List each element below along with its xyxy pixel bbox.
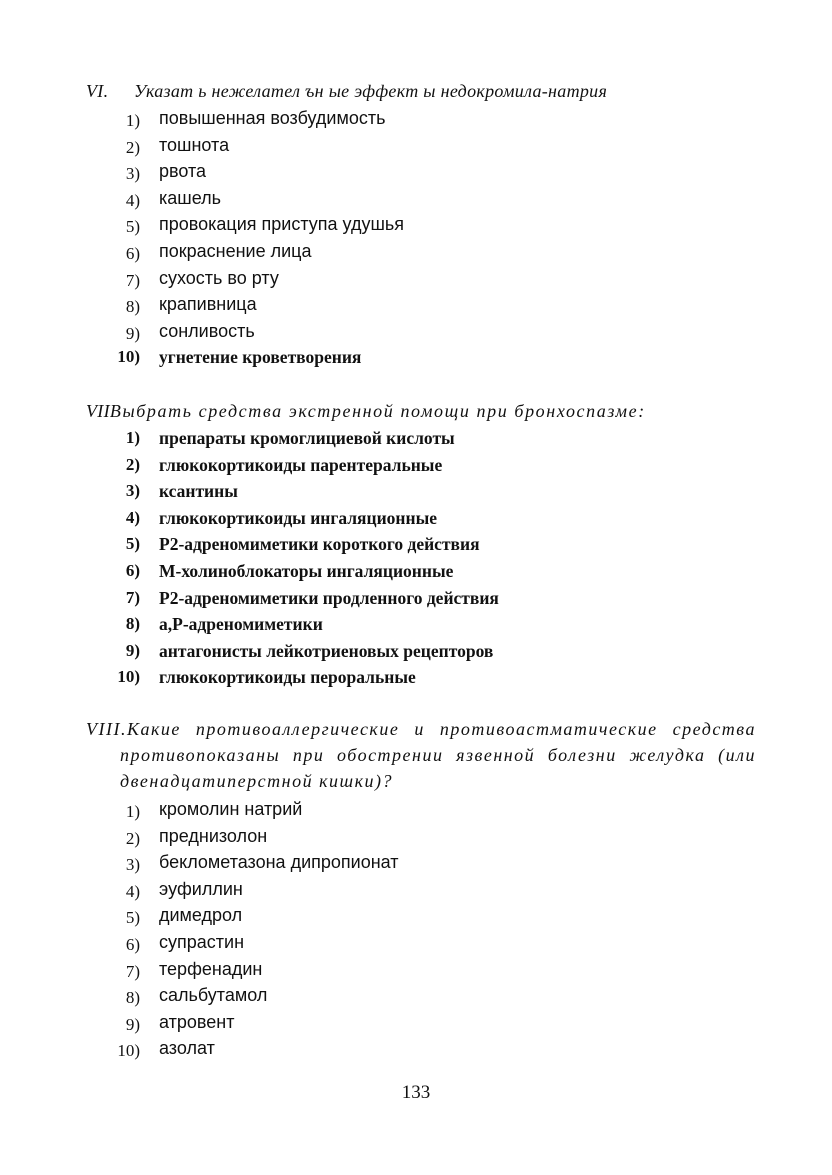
answer-item bbox=[86, 238, 756, 265]
answer-item bbox=[86, 664, 756, 691]
question-6-title bbox=[86, 79, 756, 103]
question-7 bbox=[86, 399, 756, 691]
answer-text: рвота bbox=[159, 161, 207, 182]
question-7-number: VII bbox=[86, 401, 110, 421]
answer-item bbox=[86, 1009, 756, 1036]
answer-number: 5) bbox=[125, 534, 140, 554]
answer-text: сонливость bbox=[159, 320, 255, 341]
answer-number: 4) bbox=[125, 881, 140, 901]
answer-text: Р2-адреномиметики продленного действия bbox=[159, 587, 499, 608]
answer-text: атровент bbox=[159, 1011, 235, 1032]
answer-number: 5) bbox=[125, 217, 140, 237]
answer-text: сухость во рту bbox=[159, 267, 279, 288]
answer-number: 5) bbox=[125, 908, 140, 928]
answer-text: глюкокортикоиды парентеральные bbox=[159, 454, 443, 475]
question-7-title bbox=[86, 399, 756, 423]
question-8 bbox=[86, 716, 756, 1062]
answer-item bbox=[86, 105, 756, 132]
answer-number: 3) bbox=[125, 481, 140, 501]
answer-item bbox=[86, 956, 756, 983]
answer-number: 3) bbox=[125, 855, 140, 875]
answer-text: провокация приступа удушья bbox=[159, 214, 405, 235]
answer-number: 1) bbox=[125, 111, 140, 130]
question-7-text: Выбрать средства экстренной помощи при бронхоспазме: bbox=[109, 401, 646, 421]
answer-text: эуфиллин bbox=[159, 878, 243, 899]
answer-item bbox=[86, 1035, 756, 1062]
answer-item bbox=[86, 876, 756, 903]
question-8-number: VIII. bbox=[86, 719, 127, 739]
question-6-number: VI. bbox=[86, 81, 109, 101]
question-8-text: Какие противоаллергические и противоастматические средства противопоказаны при обострении язвенной болезни желудка (или двенадцатиперстной кишки)? bbox=[120, 719, 756, 791]
page-number: 133 bbox=[401, 1082, 431, 1103]
answer-text: препараты кромоглициевой кислоты bbox=[159, 428, 455, 448]
question-8-title bbox=[86, 716, 756, 794]
answer-item bbox=[86, 505, 756, 532]
answer-item bbox=[86, 982, 756, 1009]
answer-number: 1) bbox=[125, 428, 140, 447]
answer-item bbox=[86, 638, 756, 665]
answer-item bbox=[86, 849, 756, 876]
answer-number: 4) bbox=[125, 190, 140, 210]
answer-text: глюкокортикоиды ингаляционные bbox=[159, 507, 438, 528]
answer-item bbox=[86, 211, 756, 238]
answer-item bbox=[86, 929, 756, 956]
answer-number: 10) bbox=[117, 347, 140, 367]
answer-text: тошнота bbox=[159, 134, 230, 155]
answer-text: беклометазона дипропионат bbox=[159, 852, 399, 873]
answer-text: супрастин bbox=[159, 931, 245, 952]
answer-item bbox=[86, 265, 756, 292]
answer-item bbox=[86, 796, 756, 823]
answer-text: терфенадин bbox=[159, 958, 263, 979]
answer-text: глюкокортикоиды пероральные bbox=[159, 667, 416, 688]
answer-number: 6) bbox=[125, 934, 140, 954]
answer-text: ксантины bbox=[159, 481, 238, 502]
answer-number: 8) bbox=[125, 988, 140, 1008]
answer-text: димедрол bbox=[159, 905, 243, 926]
answer-number: 6) bbox=[125, 243, 140, 263]
question-8-answers bbox=[86, 796, 756, 1062]
answer-text: антагонисты лейкотриеновых рецепторов bbox=[159, 640, 494, 661]
question-6 bbox=[86, 79, 756, 371]
answer-item bbox=[86, 902, 756, 929]
answer-number: 9) bbox=[125, 323, 140, 343]
answer-number: 3) bbox=[125, 164, 140, 184]
answer-number: 7) bbox=[125, 587, 140, 607]
answer-item bbox=[86, 531, 756, 558]
answer-item bbox=[86, 585, 756, 612]
answer-number: 9) bbox=[125, 1014, 140, 1034]
answer-number: 2) bbox=[125, 454, 140, 474]
answer-text: азолат bbox=[159, 1038, 215, 1059]
answer-text: повышенная возбудимость bbox=[159, 108, 386, 128]
answer-item bbox=[86, 185, 756, 212]
answer-item bbox=[86, 344, 756, 371]
answer-number: 7) bbox=[125, 270, 140, 290]
question-6-text: Указат ь нежелател ън ые эффект ы недокромила-натрия bbox=[134, 81, 608, 101]
answer-number: 10) bbox=[117, 667, 140, 687]
answer-item bbox=[86, 291, 756, 318]
answer-text: Р2-адреномиметики короткого действия bbox=[159, 534, 480, 555]
answer-text: М-холиноблокаторы ингаляционные bbox=[159, 560, 454, 581]
answer-number: 1) bbox=[125, 802, 140, 821]
answer-text: преднизолон bbox=[159, 825, 268, 846]
answer-number: 8) bbox=[125, 614, 140, 634]
answer-text: кашель bbox=[159, 187, 222, 208]
answer-number: 2) bbox=[125, 137, 140, 157]
answer-item bbox=[86, 158, 756, 185]
answer-number: 4) bbox=[125, 507, 140, 527]
answer-number: 9) bbox=[125, 640, 140, 660]
answer-text: угнетение кроветворения bbox=[159, 347, 362, 368]
answer-number: 10) bbox=[117, 1041, 140, 1061]
answer-text: сальбутамол bbox=[159, 985, 268, 1006]
answer-item bbox=[86, 558, 756, 585]
answer-number: 7) bbox=[125, 961, 140, 981]
answer-number: 2) bbox=[125, 828, 140, 848]
answer-item bbox=[86, 132, 756, 159]
question-6-answers bbox=[86, 105, 756, 371]
answer-number: 6) bbox=[125, 560, 140, 580]
answer-text: крапивница bbox=[159, 294, 257, 315]
answer-item bbox=[86, 478, 756, 505]
answer-number: 8) bbox=[125, 297, 140, 317]
answer-text: кромолин натрий bbox=[159, 799, 303, 819]
answer-item bbox=[86, 611, 756, 638]
answer-item bbox=[86, 823, 756, 850]
answer-item bbox=[86, 425, 756, 452]
answer-text: покраснение лица bbox=[159, 240, 312, 261]
question-7-answers bbox=[86, 425, 756, 691]
answer-item bbox=[86, 452, 756, 479]
answer-item bbox=[86, 318, 756, 345]
answer-text: а,Р-адреномиметики bbox=[159, 614, 323, 635]
